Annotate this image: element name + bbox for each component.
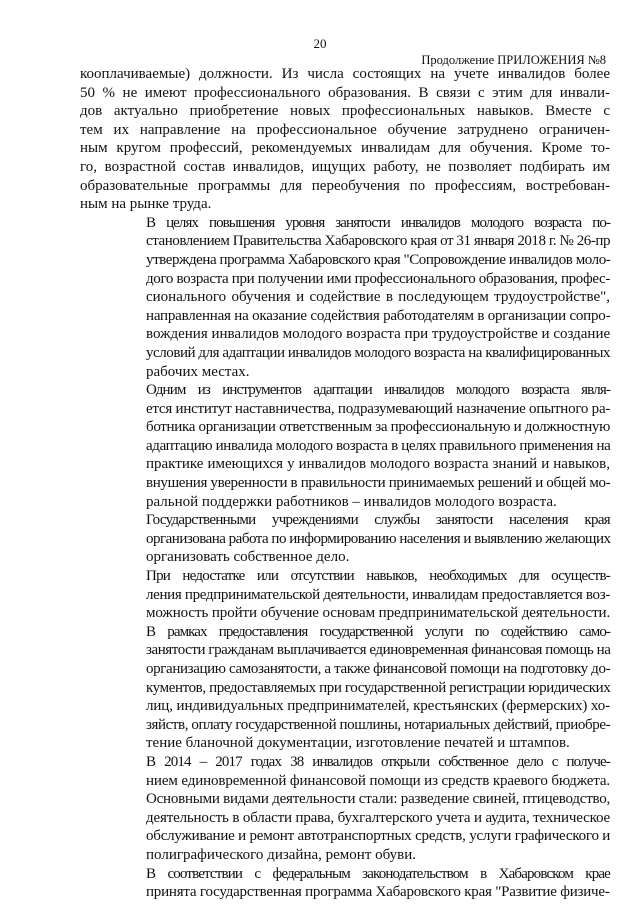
- text-line: адаптацию инвалида молодого возраста в целях правильного применения на: [146, 437, 611, 454]
- text-line: кооплачиваемые) должности. Из числа состоящих на учете инвалидов более: [80, 66, 610, 82]
- text-line: ется институт наставничества, подразумевающий назначение опытного ра-: [146, 400, 611, 417]
- text-line: ления предпринимательской деятельности, инвалидам предоставляется воз-: [146, 586, 610, 603]
- text-line: утверждена программа Хабаровского края "Сопровождение инвалидов моло-: [146, 251, 611, 268]
- text-line: Основными видами деятельности стали: разведение свиней, птицеводство,: [146, 791, 611, 808]
- text-line: ботника организации ответственным за профессиональную и должностную: [146, 419, 610, 436]
- text-line: зяйств, оплату государственной пошлины, нотариальных действий, приобре-: [146, 716, 611, 733]
- text-line: рабочих местах.: [146, 363, 250, 380]
- text-line: условий для адаптации инвалидов молодого возраста на квалифицированных: [146, 344, 610, 361]
- text-line: В целях повышения уровня занятости инвалидов молодого возраста по-: [146, 214, 610, 231]
- text-line: занятости гражданам выплачивается единовременная финансовая помощь на: [146, 642, 611, 659]
- text-line: организована работа по информированию населения и выявлению желающих: [146, 530, 611, 547]
- text-line: обслуживание и ремонт автотранспортных средств, услуги графического и: [146, 828, 611, 845]
- paragraph: [80, 65, 610, 214]
- text-line: 50 % не имеют профессионального образования. В связи с этим для инвали-: [80, 84, 610, 101]
- paragraph: [80, 623, 610, 753]
- text-line: Государственными учреждениями службы занятости населения края: [146, 512, 610, 529]
- text-line: ральной поддержки работников – инвалидов молодого возраста.: [146, 493, 557, 510]
- text-line: В соответствии с федеральным законодательством в Хабаровском крае: [146, 865, 610, 882]
- text-line: принята государственная программа Хабаровского края "Развитие физиче-: [146, 884, 610, 901]
- text-line: организацию самозанятости, а также финансовой помощи на подготовку до-: [146, 661, 611, 677]
- text-line: становлением Правительства Хабаровского края от 31 января 2018 г. № 26-пр: [146, 233, 610, 250]
- text-line: При недостатке или отсутствии навыков, необходимых для осуществ-: [146, 568, 610, 585]
- page-number: 20: [313, 36, 327, 51]
- text-line: организовать собственное дело.: [146, 549, 350, 566]
- text-line: тение бланочной документации, изготовление печатей и штампов.: [146, 735, 570, 752]
- text-line: дов актуально приобретение новых профессиональных навыков. Вместе с: [80, 103, 610, 120]
- paragraph: [80, 511, 610, 567]
- text-line: направленная на оказание содействия работодателям в организации сопро-: [146, 307, 611, 324]
- text-line: полиграфического дизайна, ремонт обуви.: [146, 846, 417, 863]
- text-line: ным кругом профессий, рекомендуемых инвалидам для обучения. Кроме то-: [80, 140, 610, 157]
- paragraph: [80, 214, 610, 381]
- text-line: практике имеющихся у инвалидов молодого возраста знаний и навыков,: [146, 456, 610, 473]
- text-line: кументов, предоставляемых при государственной регистрации юридических: [146, 679, 611, 696]
- text-line: сионального обучения и содействие в последующем трудоустройстве",: [146, 289, 610, 306]
- text-line: образовательные программы для переобучения по профессиям, востребован-: [80, 177, 610, 194]
- text-line: дого возраста при получении ими профессионального образования, профес-: [146, 270, 610, 287]
- text-line: В рамках предоставления государственной услуги по содействию само-: [146, 623, 610, 640]
- text-line: лиц, индивидуальных предпринимателей, крестьянских (фермерских) хо-: [146, 698, 611, 715]
- text-line: деятельность в области права, бухгалтерского учета и аудита, техническое: [146, 809, 610, 826]
- appendix-continuation-label: Продолжение ПРИЛОЖЕНИЯ №8: [421, 53, 606, 67]
- body-text: [80, 65, 610, 902]
- text-line: В 2014 – 2017 годах 38 инвалидов открыли собственное дело с получе-: [146, 753, 610, 770]
- paragraph: [80, 865, 610, 902]
- text-line: внушения уверенности в правильности принимаемых решений и общей мо-: [146, 475, 611, 492]
- text-line: можность пройти обучение основам предпринимательской деятельности.: [146, 605, 611, 622]
- text-line: ным на рынке труда.: [80, 196, 212, 213]
- text-line: Одним из инструментов адаптации инвалидов молодого возраста явля-: [146, 382, 610, 399]
- text-line: нием единовременной финансовой помощи из средств краевого бюджета.: [146, 772, 611, 789]
- paragraph: [80, 381, 610, 511]
- text-line: тем их направление на профессиональное обучение затруднено ограничен-: [80, 121, 610, 138]
- text-line: вождения инвалидов молодого возраста при трудоустройстве и создание: [146, 326, 611, 343]
- paragraph: [80, 567, 610, 623]
- text-line: го, возрастной состав инвалидов, ищущих работу, не позволяет подбирать им: [80, 158, 610, 175]
- paragraph: [80, 753, 610, 865]
